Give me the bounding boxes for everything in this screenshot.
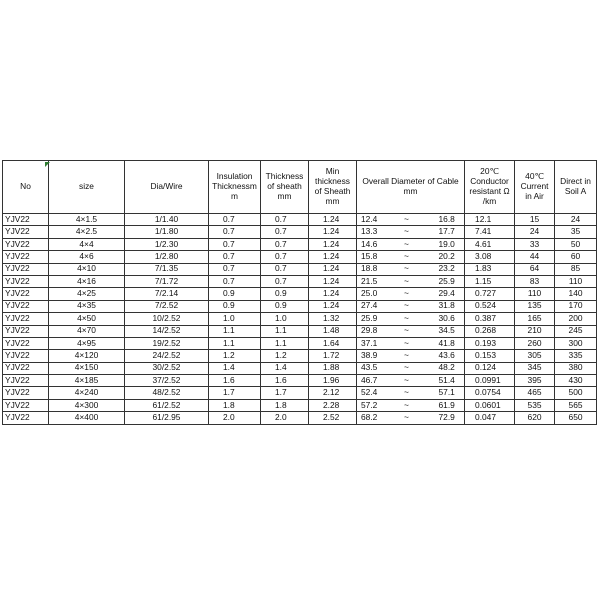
cell-min-sheath: 1.24 — [309, 300, 357, 312]
cell-current-air: 64 — [515, 263, 555, 275]
cell-soil: 110 — [555, 275, 597, 287]
cell-insulation: 0.9 — [209, 288, 261, 300]
cell-no: YJV22 — [3, 275, 49, 287]
cell-size: 4×95 — [49, 337, 125, 349]
cell-min-sheath: 1.64 — [309, 337, 357, 349]
cell-size: 4×4 — [49, 238, 125, 250]
cell-dia-wire: 1/1.80 — [125, 226, 209, 238]
table-row — [3, 275, 597, 287]
cell-size: 4×2.5 — [49, 226, 125, 238]
cell-soil: 35 — [555, 226, 597, 238]
cell-od-max: 23.2 — [419, 263, 465, 275]
cell-od-separator: ~ — [395, 275, 419, 287]
cell-current-air: 24 — [515, 226, 555, 238]
table-row — [3, 300, 597, 312]
cell-current-air: 465 — [515, 387, 555, 399]
cell-min-sheath: 1.24 — [309, 238, 357, 250]
cell-min-sheath: 1.24 — [309, 226, 357, 238]
cell-sheath: 0.9 — [261, 300, 309, 312]
cell-od-separator: ~ — [395, 337, 419, 349]
cell-no: YJV22 — [3, 350, 49, 362]
cell-resistance: 0.124 — [465, 362, 515, 374]
cell-od-min: 46.7 — [357, 375, 395, 387]
cell-resistance: 4.61 — [465, 238, 515, 250]
cell-od-max: 29.4 — [419, 288, 465, 300]
cell-od-min: 18.8 — [357, 263, 395, 275]
cell-soil: 380 — [555, 362, 597, 374]
cell-min-sheath: 1.24 — [309, 288, 357, 300]
cell-insulation: 0.7 — [209, 214, 261, 226]
cell-insulation: 2.0 — [209, 412, 261, 424]
cell-resistance: 0.268 — [465, 325, 515, 337]
cell-insulation: 0.7 — [209, 263, 261, 275]
cell-current-air: 395 — [515, 375, 555, 387]
cell-od-max: 16.8 — [419, 214, 465, 226]
cell-od-max: 57.1 — [419, 387, 465, 399]
cell-no: YJV22 — [3, 375, 49, 387]
cell-insulation: 1.2 — [209, 350, 261, 362]
cell-od-separator: ~ — [395, 263, 419, 275]
cell-od-min: 57.2 — [357, 399, 395, 411]
cell-resistance: 0.0754 — [465, 387, 515, 399]
cell-current-air: 110 — [515, 288, 555, 300]
cell-resistance: 3.08 — [465, 251, 515, 263]
table-header — [3, 161, 597, 214]
cell-current-air: 345 — [515, 362, 555, 374]
cell-size: 4×300 — [49, 399, 125, 411]
cell-resistance: 1.15 — [465, 275, 515, 287]
cell-sheath: 1.1 — [261, 325, 309, 337]
cell-current-air: 44 — [515, 251, 555, 263]
cell-od-separator: ~ — [395, 350, 419, 362]
cell-soil: 500 — [555, 387, 597, 399]
table-row — [3, 337, 597, 349]
cell-insulation: 0.9 — [209, 300, 261, 312]
table-row — [3, 251, 597, 263]
cell-no: YJV22 — [3, 337, 49, 349]
cell-sheath: 1.4 — [261, 362, 309, 374]
cell-od-separator: ~ — [395, 238, 419, 250]
table-row — [3, 313, 597, 325]
cell-sheath: 1.6 — [261, 375, 309, 387]
cell-size: 4×70 — [49, 325, 125, 337]
cell-no: YJV22 — [3, 399, 49, 411]
header-overall-diameter: Overall Diameter of Cable mm — [357, 161, 465, 214]
cell-od-min: 25.9 — [357, 313, 395, 325]
cell-comment-marker — [45, 162, 50, 167]
cell-current-air: 210 — [515, 325, 555, 337]
cell-dia-wire: 7/2.14 — [125, 288, 209, 300]
cell-no: YJV22 — [3, 238, 49, 250]
cell-size: 4×240 — [49, 387, 125, 399]
cell-min-sheath: 1.72 — [309, 350, 357, 362]
cell-od-max: 61.9 — [419, 399, 465, 411]
cell-dia-wire: 61/2.95 — [125, 412, 209, 424]
cell-od-min: 15.8 — [357, 251, 395, 263]
cell-current-air: 305 — [515, 350, 555, 362]
cell-resistance: 0.153 — [465, 350, 515, 362]
cell-od-max: 51.4 — [419, 375, 465, 387]
cell-min-sheath: 1.96 — [309, 375, 357, 387]
cell-no: YJV22 — [3, 214, 49, 226]
header-soil: Direct in Soil A — [555, 161, 597, 214]
header-no: No — [3, 161, 49, 214]
header-current-air: 40℃ Current in Air — [515, 161, 555, 214]
cell-soil: 200 — [555, 313, 597, 325]
cell-resistance: 0.387 — [465, 313, 515, 325]
cell-sheath: 0.7 — [261, 238, 309, 250]
table-row — [3, 399, 597, 411]
cell-soil: 245 — [555, 325, 597, 337]
cell-current-air: 15 — [515, 214, 555, 226]
cell-min-sheath: 1.24 — [309, 251, 357, 263]
cable-spec-table — [2, 160, 597, 425]
cell-od-max: 41.8 — [419, 337, 465, 349]
cell-soil: 650 — [555, 412, 597, 424]
cell-no: YJV22 — [3, 313, 49, 325]
cell-od-max: 17.7 — [419, 226, 465, 238]
cell-size: 4×35 — [49, 300, 125, 312]
cell-current-air: 83 — [515, 275, 555, 287]
cell-dia-wire: 7/2.52 — [125, 300, 209, 312]
table-body — [3, 214, 597, 425]
cell-od-separator: ~ — [395, 214, 419, 226]
cell-no: YJV22 — [3, 251, 49, 263]
cell-od-min: 37.1 — [357, 337, 395, 349]
cell-insulation: 1.7 — [209, 387, 261, 399]
cell-size: 4×16 — [49, 275, 125, 287]
cell-min-sheath: 1.24 — [309, 214, 357, 226]
cell-resistance: 0.524 — [465, 300, 515, 312]
cell-sheath: 1.0 — [261, 313, 309, 325]
cell-min-sheath: 1.24 — [309, 275, 357, 287]
cell-resistance: 12.1 — [465, 214, 515, 226]
cell-insulation: 0.7 — [209, 251, 261, 263]
cell-dia-wire: 14/2.52 — [125, 325, 209, 337]
cell-no: YJV22 — [3, 300, 49, 312]
cell-sheath: 0.7 — [261, 251, 309, 263]
cell-od-separator: ~ — [395, 412, 419, 424]
cell-sheath: 1.7 — [261, 387, 309, 399]
cell-od-max: 19.0 — [419, 238, 465, 250]
cell-size: 4×400 — [49, 412, 125, 424]
cell-dia-wire: 1/2.80 — [125, 251, 209, 263]
cell-no: YJV22 — [3, 387, 49, 399]
table-row — [3, 375, 597, 387]
header-size: size — [49, 161, 125, 214]
cell-od-min: 21.5 — [357, 275, 395, 287]
header-sheath: Thickness of sheath mm — [261, 161, 309, 214]
cell-soil: 140 — [555, 288, 597, 300]
cell-od-separator: ~ — [395, 325, 419, 337]
cell-current-air: 33 — [515, 238, 555, 250]
cell-od-max: 30.6 — [419, 313, 465, 325]
cell-od-min: 25.0 — [357, 288, 395, 300]
cell-resistance: 0.0601 — [465, 399, 515, 411]
cell-od-separator: ~ — [395, 251, 419, 263]
table-row — [3, 325, 597, 337]
cell-od-min: 38.9 — [357, 350, 395, 362]
cell-od-max: 72.9 — [419, 412, 465, 424]
cell-size: 4×25 — [49, 288, 125, 300]
cell-od-min: 43.5 — [357, 362, 395, 374]
table-row — [3, 350, 597, 362]
cell-insulation: 1.1 — [209, 337, 261, 349]
table-row — [3, 226, 597, 238]
cell-dia-wire: 30/2.52 — [125, 362, 209, 374]
cell-od-min: 29.8 — [357, 325, 395, 337]
cell-size: 4×185 — [49, 375, 125, 387]
cell-no: YJV22 — [3, 263, 49, 275]
cell-resistance: 7.41 — [465, 226, 515, 238]
cell-current-air: 135 — [515, 300, 555, 312]
header-resistance: 20℃ Conductor resistant Ω /km — [465, 161, 515, 214]
cell-min-sheath: 1.48 — [309, 325, 357, 337]
cell-soil: 50 — [555, 238, 597, 250]
cell-dia-wire: 1/2.30 — [125, 238, 209, 250]
cell-insulation: 0.7 — [209, 226, 261, 238]
cell-resistance: 1.83 — [465, 263, 515, 275]
cell-min-sheath: 1.32 — [309, 313, 357, 325]
cell-soil: 335 — [555, 350, 597, 362]
cell-current-air: 620 — [515, 412, 555, 424]
cell-od-separator: ~ — [395, 387, 419, 399]
cell-soil: 170 — [555, 300, 597, 312]
cell-current-air: 260 — [515, 337, 555, 349]
cell-od-separator: ~ — [395, 226, 419, 238]
cell-current-air: 535 — [515, 399, 555, 411]
cell-no: YJV22 — [3, 362, 49, 374]
cell-no: YJV22 — [3, 288, 49, 300]
cell-od-max: 34.5 — [419, 325, 465, 337]
cell-resistance: 0.047 — [465, 412, 515, 424]
cell-no: YJV22 — [3, 226, 49, 238]
cell-sheath: 0.7 — [261, 214, 309, 226]
cell-dia-wire: 37/2.52 — [125, 375, 209, 387]
cell-insulation: 1.4 — [209, 362, 261, 374]
cell-sheath: 0.9 — [261, 288, 309, 300]
table-row — [3, 263, 597, 275]
cell-current-air: 165 — [515, 313, 555, 325]
cell-size: 4×10 — [49, 263, 125, 275]
cell-size: 4×6 — [49, 251, 125, 263]
table-row — [3, 362, 597, 374]
cell-od-max: 31.8 — [419, 300, 465, 312]
cell-no: YJV22 — [3, 412, 49, 424]
cell-min-sheath: 2.28 — [309, 399, 357, 411]
cell-dia-wire: 48/2.52 — [125, 387, 209, 399]
cell-min-sheath: 2.52 — [309, 412, 357, 424]
cell-size: 4×1.5 — [49, 214, 125, 226]
cell-dia-wire: 7/1.72 — [125, 275, 209, 287]
cell-od-max: 20.2 — [419, 251, 465, 263]
cell-soil: 430 — [555, 375, 597, 387]
cell-min-sheath: 1.88 — [309, 362, 357, 374]
cell-dia-wire: 61/2.52 — [125, 399, 209, 411]
cell-soil: 85 — [555, 263, 597, 275]
spec-sheet — [2, 160, 596, 425]
cell-od-separator: ~ — [395, 362, 419, 374]
cell-sheath: 1.2 — [261, 350, 309, 362]
cell-dia-wire: 7/1.35 — [125, 263, 209, 275]
cell-dia-wire: 24/2.52 — [125, 350, 209, 362]
cell-od-separator: ~ — [395, 375, 419, 387]
header-min-sheath: Min thickness of Sheath mm — [309, 161, 357, 214]
cell-od-min: 14.6 — [357, 238, 395, 250]
cell-od-min: 27.4 — [357, 300, 395, 312]
header-dia-wire: Dia/Wire — [125, 161, 209, 214]
cell-size: 4×50 — [49, 313, 125, 325]
cell-sheath: 0.7 — [261, 226, 309, 238]
cell-insulation: 1.1 — [209, 325, 261, 337]
cell-insulation: 0.7 — [209, 238, 261, 250]
cell-soil: 24 — [555, 214, 597, 226]
cell-od-separator: ~ — [395, 300, 419, 312]
cell-insulation: 0.7 — [209, 275, 261, 287]
cell-od-max: 48.2 — [419, 362, 465, 374]
cell-soil: 300 — [555, 337, 597, 349]
cell-od-separator: ~ — [395, 399, 419, 411]
cell-od-min: 68.2 — [357, 412, 395, 424]
table-row — [3, 387, 597, 399]
cell-od-min: 12.4 — [357, 214, 395, 226]
table-row — [3, 288, 597, 300]
cell-resistance: 0.727 — [465, 288, 515, 300]
cell-sheath: 0.7 — [261, 275, 309, 287]
cell-dia-wire: 19/2.52 — [125, 337, 209, 349]
cell-size: 4×150 — [49, 362, 125, 374]
cell-resistance: 0.0991 — [465, 375, 515, 387]
cell-od-max: 43.6 — [419, 350, 465, 362]
header-row — [3, 161, 597, 214]
cell-min-sheath: 2.12 — [309, 387, 357, 399]
cell-od-min: 52.4 — [357, 387, 395, 399]
cell-soil: 60 — [555, 251, 597, 263]
cell-no: YJV22 — [3, 325, 49, 337]
cell-insulation: 1.0 — [209, 313, 261, 325]
table-row — [3, 214, 597, 226]
table-row — [3, 412, 597, 424]
cell-dia-wire: 10/2.52 — [125, 313, 209, 325]
cell-resistance: 0.193 — [465, 337, 515, 349]
header-insulation: Insulation Thicknessm m — [209, 161, 261, 214]
table-row — [3, 238, 597, 250]
cell-insulation: 1.8 — [209, 399, 261, 411]
cell-sheath: 0.7 — [261, 263, 309, 275]
cell-sheath: 2.0 — [261, 412, 309, 424]
cell-sheath: 1.1 — [261, 337, 309, 349]
cell-soil: 565 — [555, 399, 597, 411]
cell-dia-wire: 1/1.40 — [125, 214, 209, 226]
cell-min-sheath: 1.24 — [309, 263, 357, 275]
cell-insulation: 1.6 — [209, 375, 261, 387]
cell-od-separator: ~ — [395, 288, 419, 300]
cell-sheath: 1.8 — [261, 399, 309, 411]
cell-od-max: 25.9 — [419, 275, 465, 287]
cell-od-separator: ~ — [395, 313, 419, 325]
cell-size: 4×120 — [49, 350, 125, 362]
cell-od-min: 13.3 — [357, 226, 395, 238]
